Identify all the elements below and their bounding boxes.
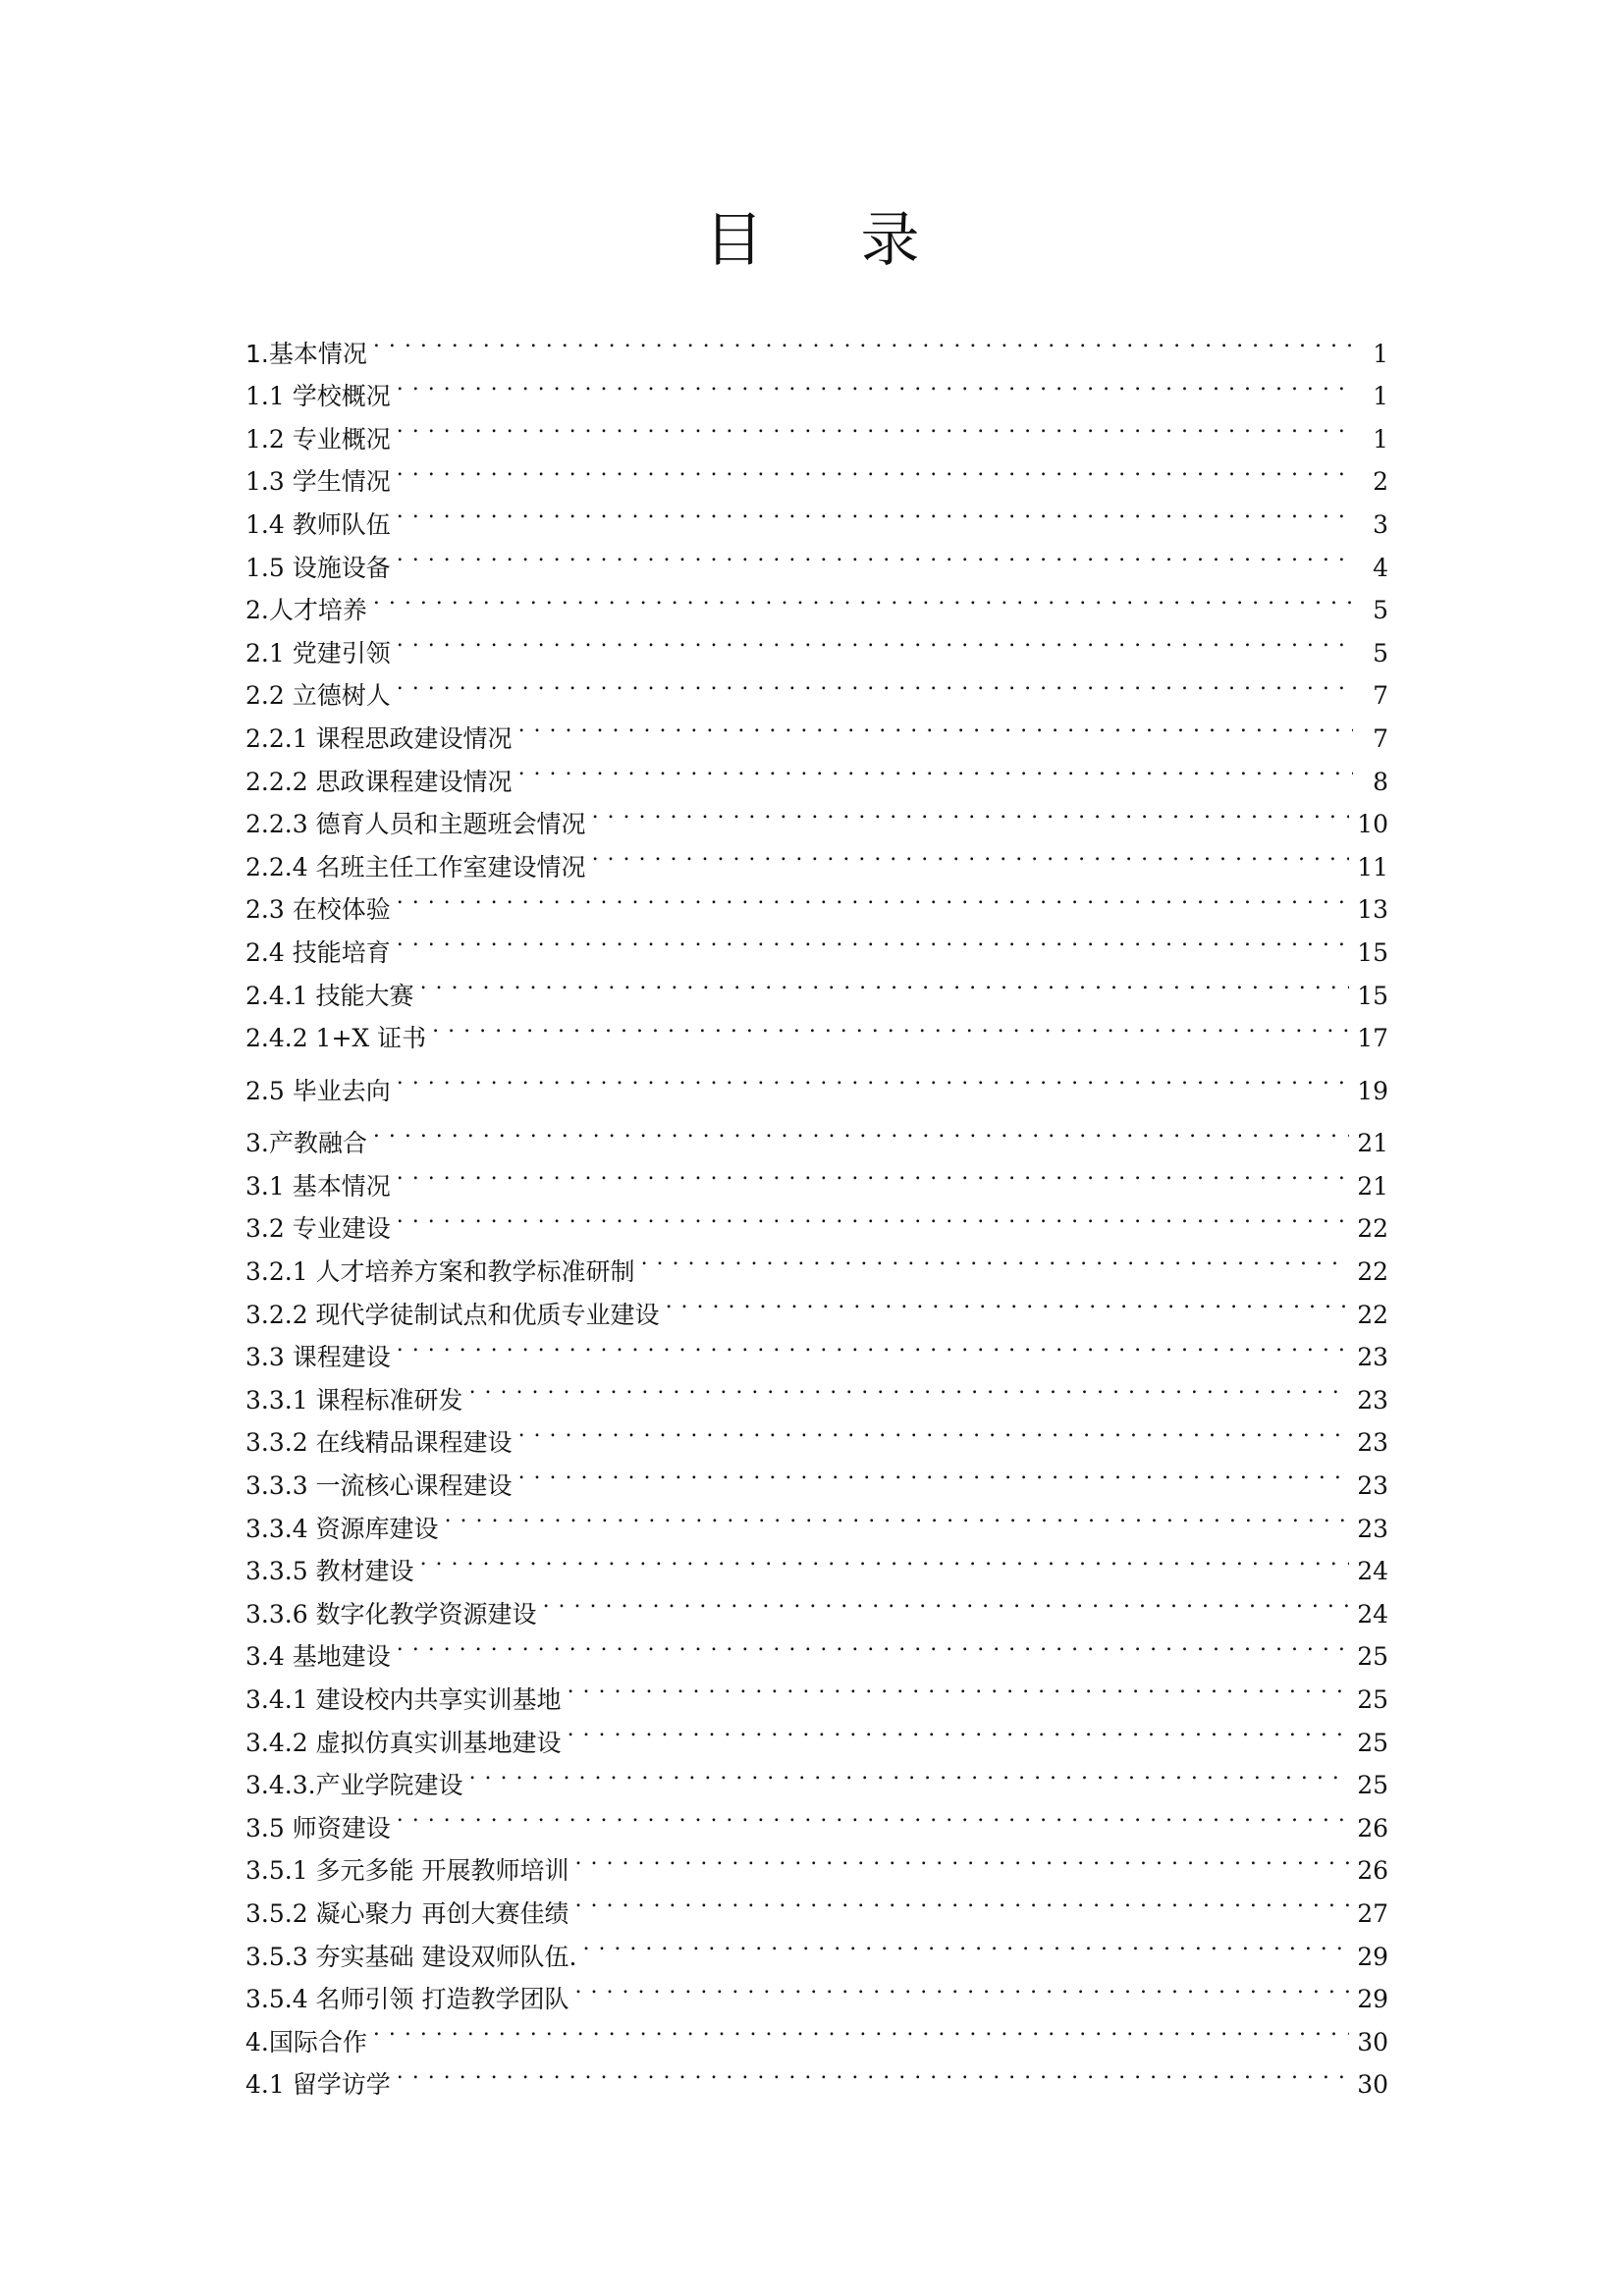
toc-entry-label: 3.4 基地建设	[245, 1642, 391, 1672]
toc-entry-page-number: 25	[1357, 1685, 1388, 1714]
toc-entry[interactable]	[245, 1793, 1388, 1842]
toc-entry-label: 3.3.6 数字化教学资源建设	[245, 1599, 537, 1629]
toc-entry-page-number: 30	[1357, 2070, 1388, 2100]
toc-entry-label: 3.5.4 名师引领 打造教学团队	[245, 1985, 569, 2014]
toc-entry-label: 2.4 技能培育	[245, 937, 391, 967]
toc-entry[interactable]	[245, 662, 1388, 711]
toc-entry-page-number: 10	[1357, 810, 1388, 839]
toc-entry[interactable]	[245, 448, 1388, 497]
toc-entry-label: 1.基本情况	[245, 339, 367, 368]
toc-entry[interactable]	[245, 1837, 1388, 1886]
toc-entry-label: 2.4.2 1+X 证书	[245, 1024, 427, 1053]
toc-entry-label: 2.5 毕业去向	[245, 1076, 391, 1105]
toc-entry-page-number: 23	[1357, 1343, 1388, 1372]
toc-entry-label: 3.5.1 多元多能 开展教师培训	[245, 1856, 569, 1886]
toc-entry-page-number: 23	[1357, 1385, 1388, 1415]
toc-entry-page-number: 23	[1357, 1471, 1388, 1501]
toc-dot-leader	[397, 404, 1353, 448]
toc-entry-page-number: 29	[1357, 1942, 1388, 1971]
toc-entry-label: 3.3 课程建设	[245, 1343, 391, 1372]
toc-entry-page-number: 23	[1357, 1514, 1388, 1543]
toc-entry[interactable]	[245, 362, 1388, 411]
toc-entry-page-number: 23	[1357, 1428, 1388, 1458]
toc-entry-label: 3.3.3 一流核心课程建设	[245, 1471, 513, 1501]
toc-entry-page-number: 21	[1357, 1129, 1388, 1158]
toc-entry-label: 3.1 基本情况	[245, 1171, 391, 1201]
toc-entry[interactable]	[245, 319, 1388, 368]
toc-dot-leader	[373, 2007, 1349, 2051]
toc-entry-label: 1.2 专业概况	[245, 424, 391, 454]
toc-dot-leader	[469, 1365, 1350, 1409]
toc-entry-label: 3.产教融合	[245, 1129, 367, 1158]
toc-entry-page-number: 1	[1373, 424, 1388, 454]
toc-dot-leader	[373, 1109, 1349, 1152]
toc-entry-label: 2.4.1 技能大赛	[245, 981, 414, 1010]
toc-dot-leader	[518, 1409, 1350, 1452]
toc-entry[interactable]	[245, 918, 1388, 967]
toc-entry-page-number: 15	[1357, 981, 1388, 1010]
toc-dot-leader	[666, 1280, 1350, 1323]
toc-entry-label: 2.2 立德树人	[245, 681, 391, 711]
toc-entry-label: 3.3.1 课程标准研发	[245, 1385, 463, 1415]
toc-entry[interactable]	[245, 961, 1388, 1010]
toc-entry-page-number: 7	[1373, 723, 1388, 753]
toc-entry-label: 3.4.2 虚拟仿真实训基地建设	[245, 1728, 562, 1757]
toc-entry-label: 2.1 党建引领	[245, 638, 391, 667]
table-of-contents	[245, 319, 1388, 2100]
toc-dot-leader	[543, 1579, 1350, 1623]
toc-entry[interactable]	[245, 533, 1388, 582]
toc-dot-leader	[397, 662, 1353, 705]
toc-dot-leader	[575, 1965, 1350, 2008]
toc-dot-leader	[397, 362, 1353, 405]
toc-entry-page-number: 1	[1373, 339, 1388, 368]
toc-entry-label: 3.2.2 现代学徒制试点和优质专业建设	[245, 1300, 660, 1329]
toc-dot-leader	[575, 1837, 1350, 1880]
toc-entry[interactable]	[245, 576, 1388, 625]
toc-dot-leader	[397, 533, 1353, 576]
toc-dot-leader	[397, 618, 1353, 662]
toc-entry-page-number: 2	[1373, 467, 1388, 497]
toc-entry-page-number: 1	[1373, 382, 1388, 411]
toc-dot-leader	[469, 1751, 1350, 1794]
toc-entry-label: 2.2.2 思政课程建设情况	[245, 767, 513, 796]
toc-dot-leader	[432, 1004, 1349, 1047]
toc-dot-leader	[397, 876, 1349, 919]
toc-entry[interactable]	[245, 1323, 1388, 1372]
toc-entry-page-number: 3	[1373, 509, 1388, 539]
toc-entry-page-number: 4	[1373, 553, 1388, 582]
toc-entry-page-number: 7	[1373, 681, 1388, 711]
toc-entry-page-number: 26	[1357, 1856, 1388, 1886]
toc-entry-label: 3.4.1 建设校内共享实训基地	[245, 1685, 562, 1714]
toc-dot-leader	[397, 918, 1349, 961]
toc-entry-page-number: 24	[1357, 1599, 1388, 1629]
toc-entry[interactable]	[245, 404, 1388, 454]
toc-entry-label: 2.2.3 德育人员和主题班会情况	[245, 810, 586, 839]
toc-entry[interactable]	[245, 490, 1388, 539]
toc-entry-label: 4.国际合作	[245, 2027, 367, 2056]
toc-entry[interactable]	[245, 1365, 1388, 1415]
toc-entry-page-number: 8	[1373, 767, 1388, 796]
toc-dot-leader	[568, 1708, 1350, 1751]
toc-entry-page-number: 5	[1373, 638, 1388, 667]
toc-dot-leader	[397, 1151, 1349, 1195]
page-title: 目 录	[704, 206, 959, 275]
toc-dot-leader	[582, 1922, 1349, 1965]
toc-entry-page-number: 17	[1357, 1024, 1388, 1053]
toc-dot-leader	[397, 490, 1353, 533]
toc-dot-leader	[518, 1451, 1350, 1494]
toc-entry[interactable]	[245, 704, 1388, 753]
toc-entry-page-number: 11	[1357, 852, 1388, 881]
toc-entry-label: 2.2.1 课程思政建设情况	[245, 723, 513, 753]
toc-entry-page-number: 22	[1357, 1214, 1388, 1244]
toc-entry-label: 3.2 专业建设	[245, 1214, 391, 1244]
toc-entry-page-number: 25	[1357, 1642, 1388, 1672]
toc-entry-label: 2.人才培养	[245, 596, 367, 625]
toc-entry-label: 1.3 学生情况	[245, 467, 391, 497]
toc-entry-page-number: 15	[1357, 937, 1388, 967]
toc-dot-leader	[397, 1623, 1349, 1666]
toc-entry-page-number: 26	[1357, 1813, 1388, 1842]
toc-dot-leader	[373, 576, 1353, 619]
toc-entry-label: 2.3 在校体验	[245, 895, 391, 925]
toc-entry-label: 3.5.3 夯实基础 建设双师队伍.	[245, 1942, 577, 1971]
toc-entry-label: 1.4 教师队伍	[245, 509, 391, 539]
toc-dot-leader	[397, 1195, 1349, 1238]
toc-entry[interactable]	[245, 2007, 1388, 2056]
toc-entry-label: 1.5 设施设备	[245, 553, 391, 582]
toc-entry-label: 1.1 学校概况	[245, 382, 391, 411]
toc-dot-leader	[592, 832, 1350, 876]
toc-entry-page-number: 22	[1357, 1257, 1388, 1287]
toc-entry-label: 2.2.4 名班主任工作室建设情况	[245, 852, 586, 881]
toc-entry[interactable]	[245, 2051, 1388, 2100]
toc-entry-label: 3.2.1 人才培养方案和教学标准研制	[245, 1257, 635, 1287]
toc-dot-leader	[445, 1494, 1350, 1537]
toc-entry-label: 4.1 留学访学	[245, 2070, 391, 2100]
toc-entry-page-number: 19	[1357, 1076, 1388, 1105]
toc-entry-page-number: 29	[1357, 1985, 1388, 2014]
toc-entry[interactable]	[245, 1623, 1388, 1672]
toc-entry-page-number: 24	[1357, 1557, 1388, 1586]
toc-dot-leader	[592, 790, 1350, 833]
toc-dot-leader	[568, 1665, 1350, 1708]
toc-entry-label: 3.3.5 教材建设	[245, 1557, 414, 1586]
toc-entry[interactable]	[245, 1237, 1388, 1287]
toc-dot-leader	[518, 747, 1353, 790]
toc-dot-leader	[397, 1056, 1349, 1099]
toc-dot-leader	[373, 319, 1353, 362]
toc-entry-label: 3.4.3.产业学院建设	[245, 1771, 463, 1800]
toc-dot-leader	[518, 704, 1353, 747]
toc-entry[interactable]	[245, 1056, 1388, 1105]
toc-dot-leader	[397, 448, 1353, 491]
toc-entry-label: 3.5 师资建设	[245, 1813, 391, 1842]
toc-entry-label: 3.3.4 资源库建设	[245, 1514, 439, 1543]
toc-dot-leader	[420, 1537, 1350, 1580]
toc-dot-leader	[397, 1793, 1349, 1837]
toc-entry[interactable]	[245, 1195, 1388, 1244]
toc-entry-page-number: 5	[1373, 596, 1388, 625]
toc-entry[interactable]	[245, 876, 1388, 925]
toc-dot-leader	[641, 1237, 1350, 1280]
toc-entry[interactable]	[245, 1665, 1388, 1714]
toc-entry-page-number: 25	[1357, 1771, 1388, 1800]
toc-entry-page-number: 25	[1357, 1728, 1388, 1757]
toc-dot-leader	[420, 961, 1350, 1004]
toc-entry-label: 3.3.2 在线精品课程建设	[245, 1428, 513, 1458]
toc-entry-label: 3.5.2 凝心聚力 再创大赛佳绩	[245, 1898, 569, 1928]
toc-entry[interactable]	[245, 1109, 1388, 1158]
toc-entry-page-number: 30	[1357, 2027, 1388, 2056]
toc-entry[interactable]	[245, 1151, 1388, 1201]
toc-dot-leader	[575, 1879, 1350, 1922]
toc-entry-page-number: 13	[1357, 895, 1388, 925]
toc-dot-leader	[397, 2051, 1349, 2094]
toc-dot-leader	[397, 1323, 1349, 1366]
toc-entry-page-number: 21	[1357, 1171, 1388, 1201]
toc-entry-page-number: 22	[1357, 1300, 1388, 1329]
toc-entry-page-number: 27	[1357, 1898, 1388, 1928]
toc-entry[interactable]	[245, 618, 1388, 667]
